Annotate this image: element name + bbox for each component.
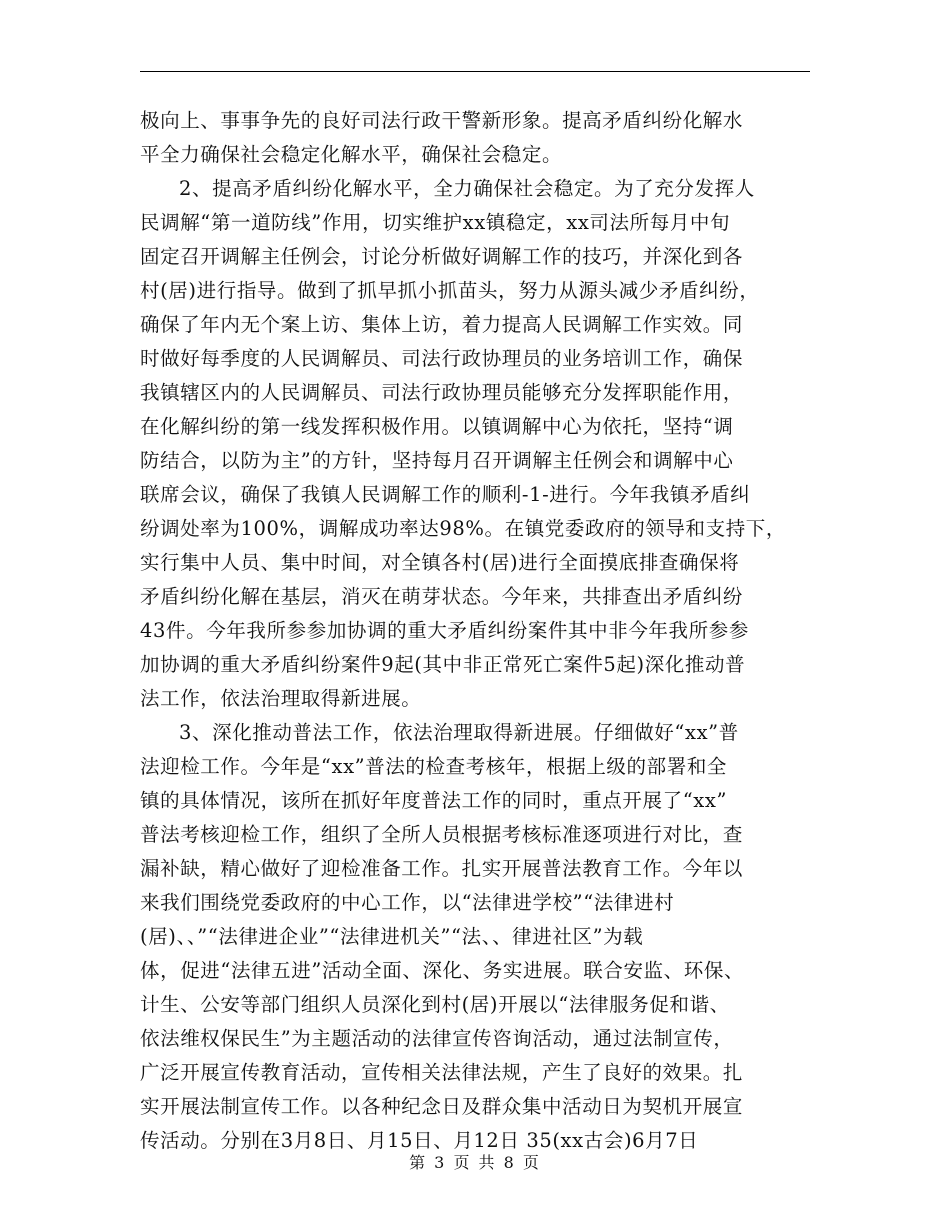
text-line: 来我们围绕党委政府的中心工作，以“法律进学校”“法律进村: [140, 891, 675, 914]
text-line: (居)、、”“法律进企业”“法律进机关”“法、、律进社区”为载: [140, 925, 644, 948]
text-line: 普法考核迎检工作，组织了全所人员根据考核标准逐项进行对比，查: [140, 823, 744, 846]
paragraph-start-line: 2、提高矛盾纠纷化解水平，全力确保社会稳定。为了充分发挥人: [179, 177, 755, 200]
text-line: 民调解“第一道防线”作用，切实维护xx镇稳定，xx司法所每月中旬: [140, 211, 731, 234]
text-line: 在化解纠纷的第一线发挥积极作用。以镇调解中心为依托，坚持“调: [140, 415, 734, 438]
text-line: 法迎检工作。今年是“xx”普法的检查考核年，根据上级的部署和全: [140, 755, 728, 778]
text-line: 镇的具体情况，该所在抓好年度普法工作的同时，重点开展了“xx”: [140, 789, 728, 812]
header-rule: [140, 71, 810, 72]
text-line: 平全力确保社会稳定化解水平，确保社会稳定。: [140, 143, 563, 166]
text-line: 法工作，依法治理取得新进展。: [140, 687, 422, 710]
text-line: 固定召开调解主任例会，讨论分析做好调解工作的技巧，并深化到各: [140, 245, 744, 268]
document-body: [140, 104, 808, 1158]
text-line: 实行集中人员、集中时间，对全镇各村(居)进行全面摸底排查确保将: [140, 551, 740, 574]
text-line: 依法维权保民生”为主题活动的法律宣传咨询活动，通过法制宣传，: [140, 1027, 734, 1050]
text-line: 广泛开展宣传教育活动，宣传相关法律法规，产生了良好的效果。扎: [140, 1061, 744, 1084]
text-line: 村(居)进行指导。做到了抓早抓小抓苗头，努力从源头减少矛盾纠纷，: [140, 279, 760, 302]
text-line: 联席会议，确保了我镇人民调解工作的顺利-1-进行。今年我镇矛盾纠: [140, 483, 751, 506]
text-line: 传活动。分别在3月8日、月15日、月12日 35(xx古会)6月7日: [140, 1129, 699, 1152]
text-line: 纷调处率为100%，调解成功率达98%。在镇党委政府的领导和支持下，: [140, 517, 786, 540]
page-number-footer: 第 3 页 共 8 页: [409, 1153, 541, 1172]
text-line: 我镇辖区内的人民调解员、司法行政协理员能够充分发挥职能作用，: [140, 381, 744, 404]
text-line: 时做好每季度的人民调解员、司法行政协理员的业务培训工作，确保: [140, 347, 744, 370]
text-line: 实开展法制宣传工作。以各种纪念日及群众集中活动日为契机开展宣: [140, 1095, 744, 1118]
text-line: 体，促进“法律五进”活动全面、深化、务实进展。联合安监、环保、: [140, 959, 745, 982]
text-line: 43件。今年我所参参加协调的重大矛盾纠纷案件其中非今年我所参参: [140, 619, 749, 642]
text-line: 加协调的重大矛盾纠纷案件9起(其中非正常死亡案件5起)深化推动普: [140, 653, 746, 676]
text-line: 计生、公安等部门组织人员深化到村(居)开展以“法律服务促和谐、: [140, 993, 730, 1016]
text-line: 矛盾纠纷化解在基层，消灭在萌芽状态。今年来，共排查出矛盾纠纷: [140, 585, 744, 608]
text-line: 防结合，以防为主”的方针，坚持每月召开调解主任例会和调解中心: [140, 449, 734, 472]
paragraph-start-line: 3、深化推动普法工作，依法治理取得新进展。仔细做好“xx”普: [179, 721, 739, 744]
text-line: 漏补缺，精心做好了迎检准备工作。扎实开展普法教育工作。今年以: [140, 857, 744, 880]
text-line: 确保了年内无个案上访、集体上访，着力提高人民调解工作实效。同: [140, 313, 744, 336]
text-line: 极向上、事事争先的良好司法行政干警新形象。提高矛盾纠纷化解水: [140, 109, 744, 132]
